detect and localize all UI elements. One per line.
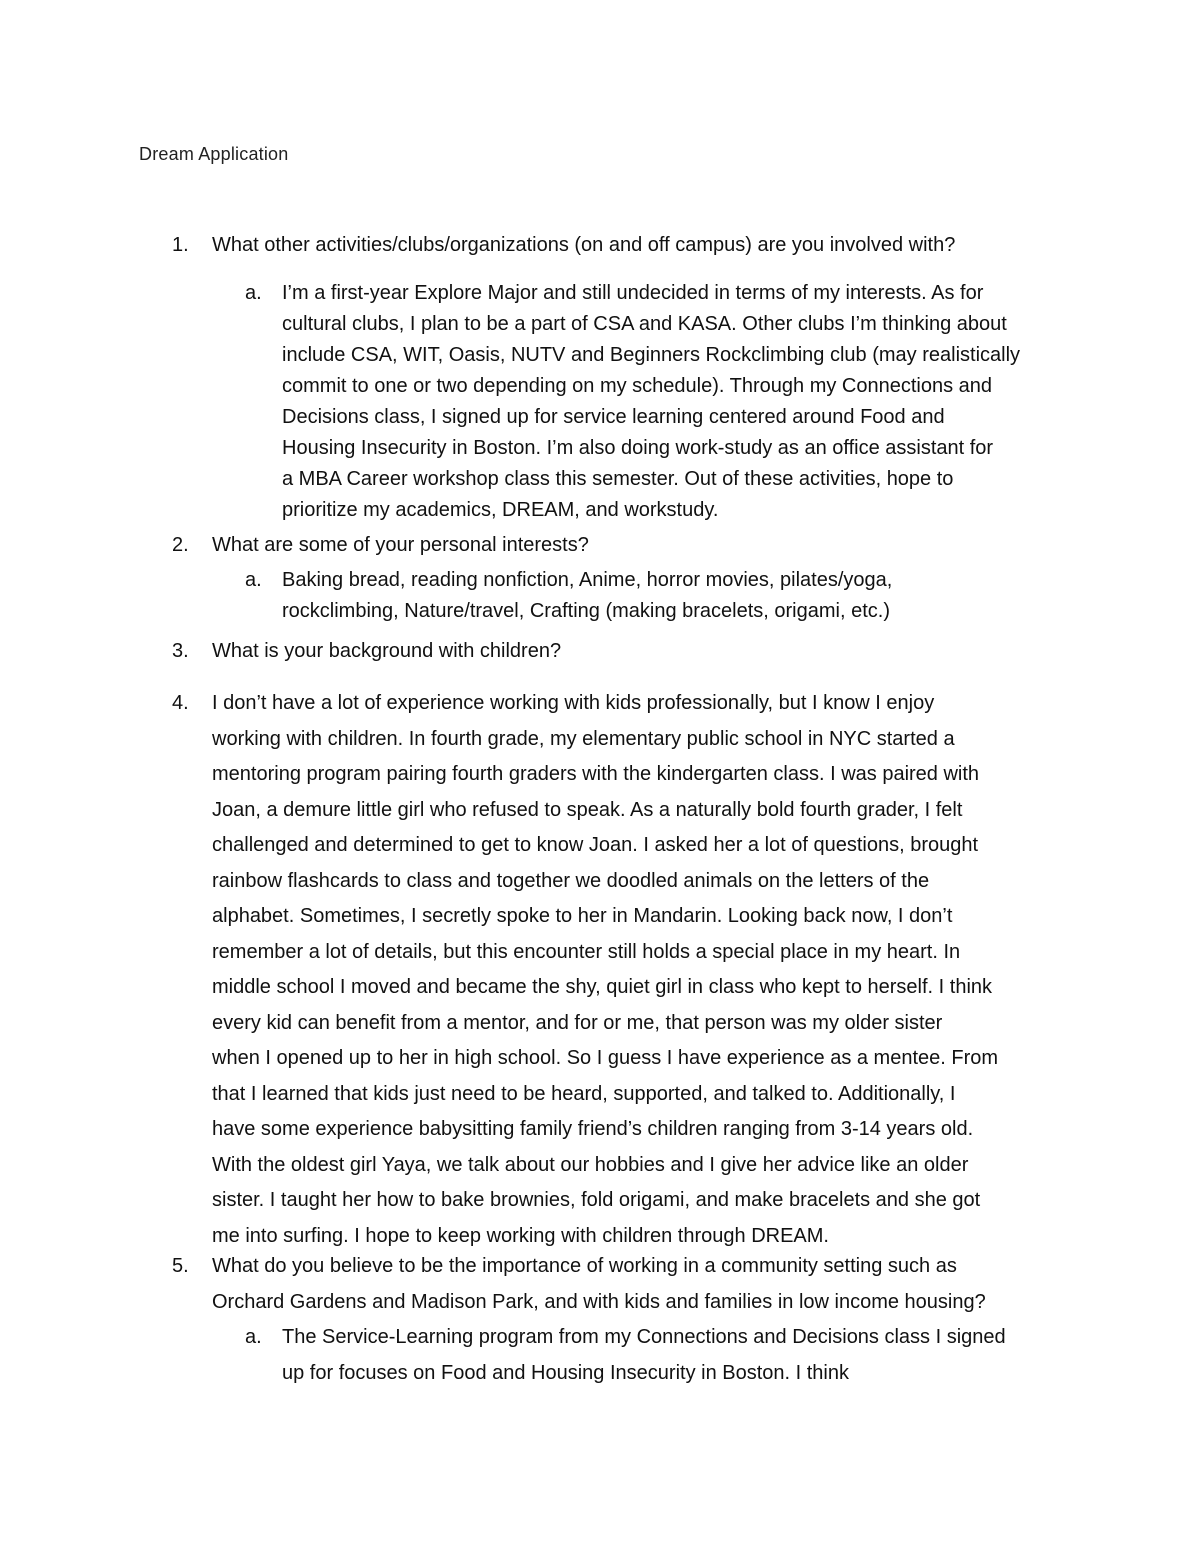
paragraph-line: mentoring program pairing fourth graders with the kindergarten class. I was paired with (212, 763, 980, 785)
paragraph-text (212, 686, 1092, 1254)
item-number: 1. (172, 234, 189, 256)
paragraph-line: middle school I moved and became the shy, quiet girl in class who kept to herself. I think (212, 976, 993, 998)
answer-line: The Service-Learning program from my Connections and Decisions class I signed (282, 1326, 1006, 1348)
answer-line: Decisions class, I signed up for service learning centered around Food and (282, 406, 945, 428)
paragraph-line: every kid can benefit from a mentor, and for or me, that person was my older sister (212, 1011, 943, 1034)
paragraph-line: working with children. In fourth grade, my elementary public school in NYC started a (212, 727, 955, 750)
answer-text (282, 278, 1082, 526)
answer-letter: a. (245, 569, 262, 591)
item-number: 3. (172, 640, 189, 662)
answer-line: rockclimbing, Nature/travel, Crafting (making bracelets, origami, etc.) (282, 600, 890, 622)
answer-letter: a. (245, 1326, 262, 1348)
paragraph-line: rainbow flashcards to class and together we doodled animals on the letters of the (212, 869, 930, 892)
paragraph-line: when I opened up to her in high school. So I guess I have experience as a mentee. From (212, 1047, 999, 1069)
answer-line: up for focuses on Food and Housing Insecurity in Boston. I think (282, 1361, 849, 1384)
question-text: What is your background with children? (212, 640, 562, 662)
answer-line: I’m a first-year Explore Major and still undecided in terms of my interests. As for (282, 282, 984, 304)
answer-line: commit to one or two depending on my schedule). Through my Connections and (282, 375, 993, 397)
answer-line: include CSA, WIT, Oasis, NUTV and Beginners Rockclimbing club (may realistically (282, 344, 1021, 366)
answer-line: prioritize my academics, DREAM, and workstudy. (282, 499, 719, 521)
question-text: What other activities/clubs/organizations (on and off campus) are you involved with? (212, 234, 956, 256)
item-number: 2. (172, 534, 189, 556)
answer-text (282, 1320, 1082, 1391)
answer-line: Baking bread, reading nonfiction, Anime, horror movies, pilates/yoga, (282, 569, 893, 591)
document-title: Dream Application (139, 144, 289, 164)
paragraph-line: Joan, a demure little girl who refused to speak. As a naturally bold fourth grader, I felt (212, 798, 963, 821)
paragraph-line: that I learned that kids just need to be heard, supported, and talked to. Additionally, I (212, 1082, 956, 1105)
answer-text (282, 565, 1082, 627)
paragraph-line: remember a lot of details, but this encounter still holds a special place in my heart. In (212, 940, 961, 963)
answer-line: a MBA Career workshop class this semester. Out of these activities, hope to (282, 468, 954, 490)
item-number: 4. (172, 692, 189, 714)
answer-line: cultural clubs, I plan to be a part of CSA and KASA. Other clubs I’m thinking about (282, 313, 1007, 335)
question-line: Orchard Gardens and Madison Park, and with kids and families in low income housing? (212, 1290, 986, 1313)
paragraph-line: alphabet. Sometimes, I secretly spoke to her in Mandarin. Looking back now, I don’t (212, 905, 953, 927)
question-line: What do you believe to be the importance of working in a community setting such as (212, 1255, 957, 1277)
question-text: What are some of your personal interests? (212, 534, 589, 556)
paragraph-line: have some experience babysitting family friend’s children ranging from 3-14 years old. (212, 1118, 974, 1140)
paragraph-line: I don’t have a lot of experience working with kids professionally, but I know I enjoy (212, 692, 935, 714)
question-text (212, 1249, 1092, 1320)
answer-line: Housing Insecurity in Boston. I’m also doing work-study as an office assistant for (282, 437, 994, 459)
paragraph-line: challenged and determined to get to know Joan. I asked her a lot of questions, brought (212, 834, 979, 856)
paragraph-line: With the oldest girl Yaya, we talk about our hobbies and I give her advice like an older (212, 1153, 969, 1176)
answer-letter: a. (245, 282, 262, 304)
item-number: 5. (172, 1255, 189, 1277)
paragraph-line: sister. I taught her how to bake brownies, fold origami, and make bracelets and she got (212, 1189, 981, 1211)
paragraph-line: me into surfing. I hope to keep working with children through DREAM. (212, 1224, 829, 1247)
